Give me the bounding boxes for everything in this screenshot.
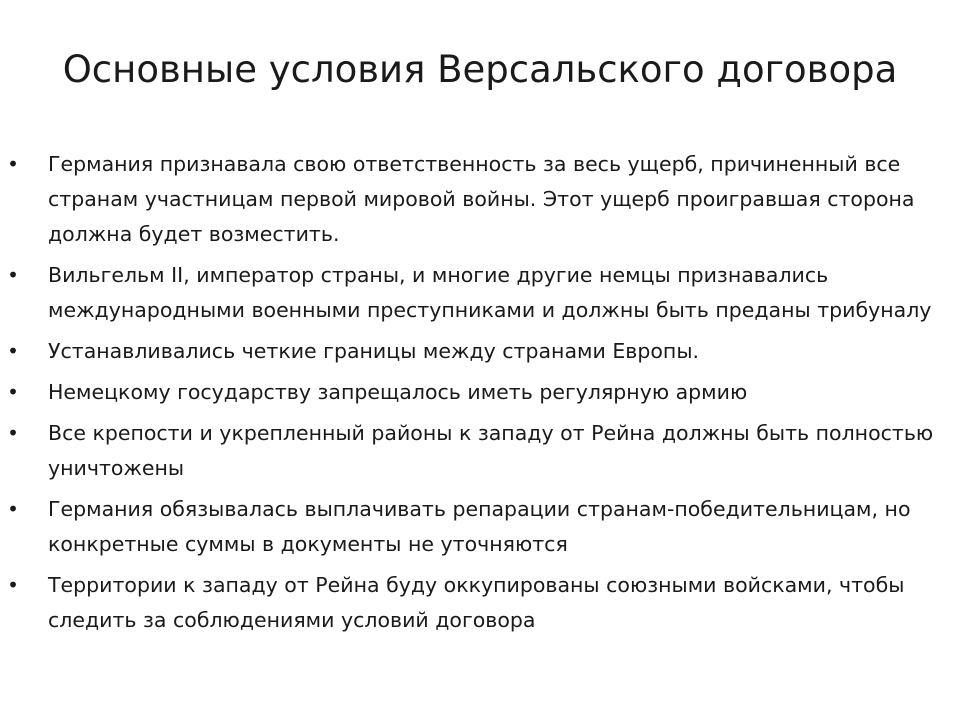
- bullet-icon: •: [7, 497, 19, 521]
- bullet-list: [0, 147, 960, 644]
- bullet-icon: •: [7, 339, 19, 363]
- bullet-text: Территории к западу от Рейна буду оккупированы союзными войсками, чтобы следить за соблюдениями условий договора: [48, 573, 905, 632]
- bullet-icon: •: [7, 263, 19, 287]
- bullet-item: [0, 375, 960, 410]
- bullet-icon: •: [7, 380, 19, 404]
- bullet-text: Германия признавала свою ответственность за весь ущерб, причиненный все странам участницам первой мировой войны. Этот ущерб проигравшая сторона должна будет возместить.: [48, 152, 915, 246]
- bullet-text: Вильгельм II, император страны, и многие другие немцы признавались международными военными преступниками и должны быть преданы трибуналу: [48, 263, 932, 322]
- bullet-item: [0, 492, 960, 562]
- bullet-icon: •: [7, 421, 19, 445]
- bullet-item: [0, 258, 960, 328]
- bullet-icon: •: [7, 152, 19, 176]
- bullet-item: [0, 147, 960, 252]
- bullet-text: Устанавливались четкие границы между странами Европы.: [48, 339, 700, 363]
- bullet-item: [0, 568, 960, 638]
- bullet-item: [0, 416, 960, 486]
- bullet-text: Германия обязывалась выплачивать репарации странам-победительницам, но конкретные суммы в документы не уточняются: [48, 497, 911, 556]
- bullet-text: Все крепости и укрепленный районы к западу от Рейна должны быть полностью уничтожены: [48, 421, 934, 480]
- bullet-text: Немецкому государству запрещалось иметь регулярную армию: [48, 380, 748, 404]
- slide-title: Основные условия Версальского договора: [62, 48, 898, 91]
- bullet-icon: •: [7, 573, 19, 597]
- bullet-item: [0, 334, 960, 369]
